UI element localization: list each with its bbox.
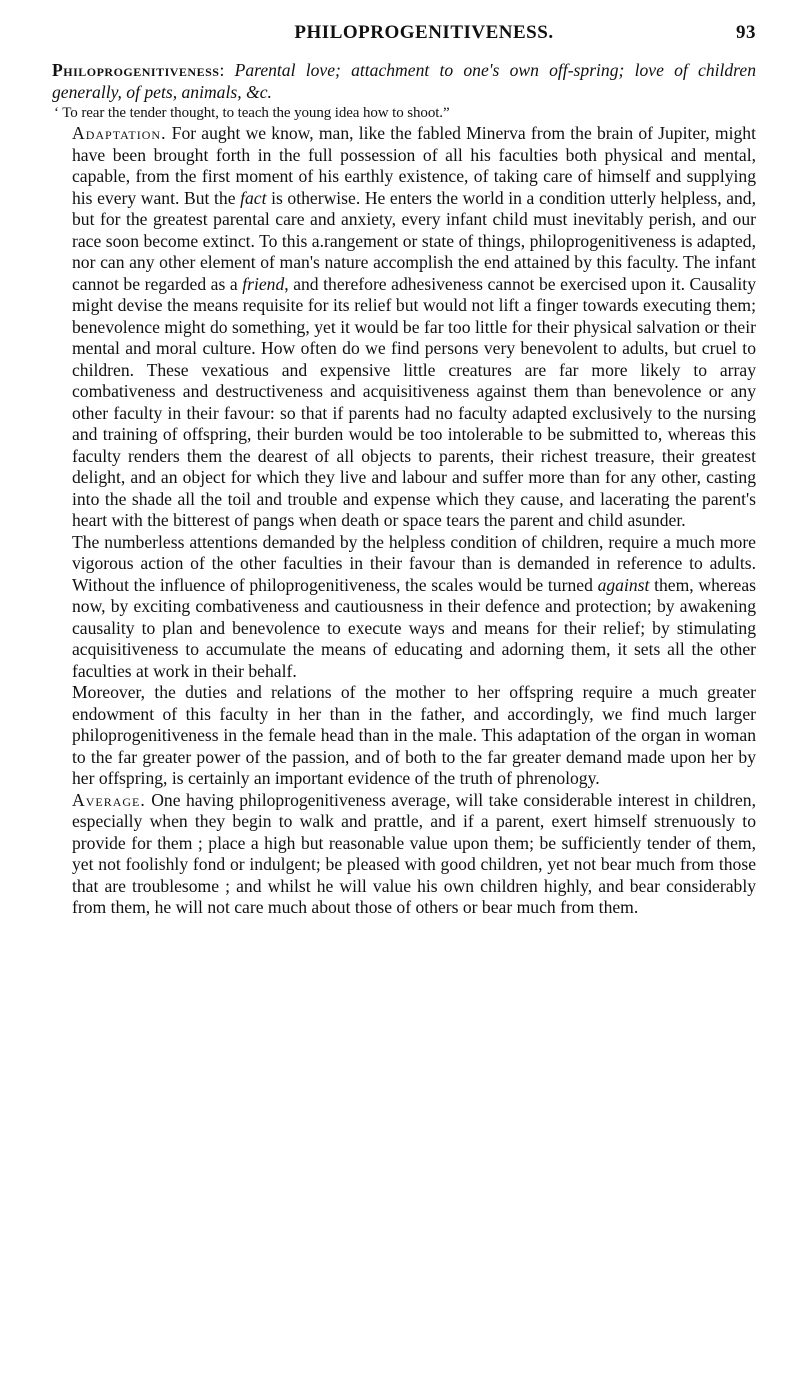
page-number: 93 [736, 22, 756, 43]
adaptation-paragraph [52, 123, 756, 532]
adaptation-emphasis-fact: fact [240, 187, 267, 208]
adaptation-text-3: , and therefore adhesiveness cannot be exercised upon it. Causality might devise the means requisite for its relief but would not lift a finger towards executing them; benevolence might do something, yet it would be far too little for their physical salvation or their mental and moral culture. How often do we find persons very benevolent to adults, but cruel to children. These vexatious and expensive little creatures are far more likely to array combativeness and destructiveness and acquisitiveness against them than benevolence or any other faculty in their favour: so that if parents had no faculty adapted exclusively to the nursing and training of offspring, their burden would be too intolerable to be submitted to, whereas this faculty renders them the dearest of all objects to parents, their richest treasure, their greatest delight, and an object for which they live and labour and suffer more than for any other, casting into the shade all the toil and trouble and expense which they cause, and lacerating the parent's heart with the bitterest of pangs when death or space tears the parent and child asunder. [72, 273, 756, 530]
average-text: One having philoprogenitiveness average, will take considerable interest in children, especially when they begin to walk and prattle, and if a parent, exert himself strenuously to provide for them ; place a high but reasonable value upon them; be sufficiently tender of them, yet not foolishly fond or indulgent; be pleased with good children, yet not bear much from those that are troublesome ; and whilst he will value his own children highly, and bear considerably from them, he will not care much about those of others or bear much from them. [72, 789, 756, 917]
entry-paragraph [52, 60, 756, 103]
entry-colon: : [219, 60, 235, 80]
book-page [52, 22, 756, 919]
running-head [52, 22, 756, 46]
adaptation-emphasis-friend: friend [242, 273, 285, 294]
body-text [52, 60, 756, 919]
attentions-text-2: them, whereas now, by exciting combativeness and cautiousness in their defence and protection; by awakening causality to plan and benevolence to execute ways and means for their relief; by stimulating acquisitiveness to accumulate the means of educating and adorning them, it sets all the other faculties at work in their behalf. [72, 574, 756, 681]
entry-definition: Parental love; attachment to one's own off-spring; love of children generally, of pets, animals, &c. [52, 60, 756, 102]
adaptation-text-1: For aught we know, man, like the fabled Minerva from the brain of Jupiter, might have been brought forth in the full possession of all his faculties both physical and mental, capable, from the first moment of his earthly existence, of taking care of himself and supplying his every want. But the [72, 123, 756, 208]
attentions-paragraph [52, 532, 756, 683]
average-label: Average. [72, 789, 146, 810]
attentions-text-1: The numberless attentions demanded by the helpless condition of children, require a much more vigorous action of the other faculties in their favour than is demanded in reference to adults. Without the influence of philoprogenitiveness, the scales would be turned [72, 531, 756, 595]
adaptation-text-2: is otherwise. He enters the world in a condition utterly helpless, and, but for the greatest parental care and anxiety, every infant child must inevitably perish, and our race soon become extinct. To this a.rangement or state of things, philoprogenitiveness is adapted, nor can any other element of man's nature accomplish the end attained by this faculty. The infant cannot be regarded as a [72, 187, 757, 294]
attentions-emphasis-against: against [597, 574, 650, 595]
average-paragraph [52, 790, 756, 919]
adaptation-label: Adaptation. [72, 123, 167, 143]
entry-head: Philoprogenitiveness [52, 60, 220, 80]
mother-paragraph: Moreover, the duties and relations of the mother to her offspring require a much greater endowment of this faculty in her than in the father, and accordingly, we find much larger philoprogenitiveness in the female head than in the male. This adaptation of the organ in woman to the far greater power of the passion, and of both to the far greater demand made upon her by her offspring, is certainly an important evidence of the truth of phrenology. [72, 682, 756, 788]
motto-quote: ‘ To rear the tender thought, to teach the young idea how to shoot.” [54, 105, 450, 121]
running-head-title: PHILOPROGENITIVENESS. [294, 22, 554, 43]
